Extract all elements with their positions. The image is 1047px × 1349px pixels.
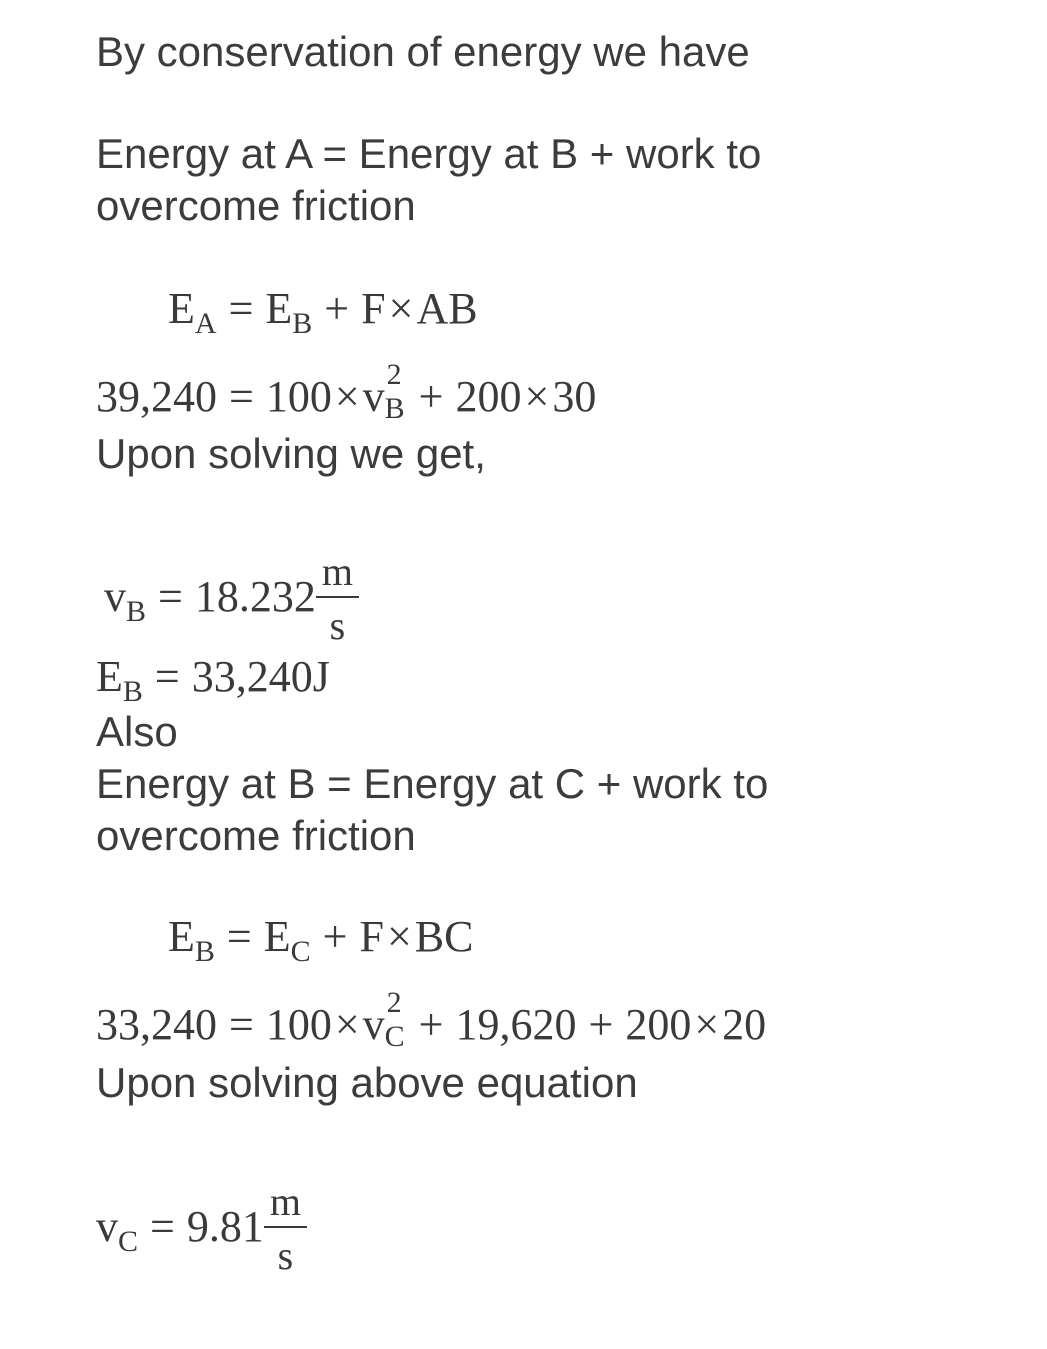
eq6-equals: = [229,1000,254,1049]
eq6-plus: + [418,1000,444,1049]
eq1-times: × [388,284,414,333]
eq6-coefficient: 100 [265,1000,332,1049]
eq7-lhs-group [96,1202,264,1259]
eq5-plus: + [322,912,348,961]
eq5-term1: E [263,912,291,961]
also-text: Also [96,708,178,755]
energy-ab-line-2: overcome friction [96,182,416,229]
eq2-times: × [334,372,360,421]
equation-eb [96,652,330,707]
eq6-velocity: v [362,1000,385,1049]
eq2-plus: + [418,372,444,421]
eq7-lhs: v [96,1202,118,1252]
eq5-force: F [359,912,384,961]
eq6-plus-2: + [588,1000,614,1049]
eq2-distance: 30 [552,372,597,421]
solving-text-1: Upon solving we get, [96,430,486,477]
eq3-fraction-bar [316,596,359,598]
equation-numeric-ab [96,358,597,425]
eq2-lhs: 39,240 [96,372,217,421]
eq1-equals: = [228,284,254,333]
equation-vb [104,522,359,648]
eq2-times-2: × [524,372,550,421]
energy-bc-line-2: overcome friction [96,812,416,859]
eq2-force: 200 [455,372,522,421]
eq3-lhs: v [104,572,126,622]
eq6-superscript: 2 [386,986,402,1019]
eq2-supsub [384,358,407,425]
eq6-potential-energy: 19,620 [455,1000,577,1049]
eq6-force: 200 [625,1000,692,1049]
intro-text: By conservation of energy we have [96,28,750,75]
eq4-lhs: E [96,652,123,701]
eq2-coefficient: 100 [265,372,332,421]
eq4-value: 33,240J [191,652,330,701]
eq6-distance: 20 [722,1000,767,1049]
eq3-denominator: s [329,603,346,648]
eq7-fraction-bar [264,1226,307,1228]
eq6-lhs: 33,240 [96,1000,217,1049]
equation-energy-ab [168,284,478,339]
eq1-term1-sub: B [292,307,313,340]
eq3-equals: = [158,572,183,622]
eq5-lhs-sub: B [194,935,215,968]
eq7-numerator: m [269,1179,301,1224]
eq3-lhs-sub: B [126,595,147,629]
equation-numeric-bc [96,986,767,1053]
eq2-equals: = [229,372,254,421]
eq6-supsub [384,986,407,1053]
eq2-subscript: B [384,392,405,425]
eq3-numerator: m [321,549,353,594]
eq7-fraction [264,1180,307,1278]
eq7-denominator: s [277,1233,294,1278]
eq1-lhs: E [168,284,195,333]
eq7-equals: = [150,1202,175,1252]
eq4-lhs-sub: B [122,675,143,708]
eq6-times-2: × [694,1000,720,1049]
eq5-times: × [386,912,412,961]
eq5-equals: = [226,912,252,961]
energy-bc-line-1: Energy at B = Energy at C + work to [96,760,769,807]
eq3-value: 18.232 [194,572,316,622]
solving-text-2: Upon solving above equation [96,1059,638,1106]
energy-ab-line-1: Energy at A = Energy at B + work to [96,130,762,177]
eq3-lhs-group [104,572,316,629]
equation-energy-bc [168,912,473,967]
eq1-term1: E [265,284,293,333]
eq1-force: F [361,284,386,333]
eq2-velocity: v [362,372,385,421]
eq5-distance: BC [414,912,474,961]
eq1-lhs-sub: A [194,307,217,340]
eq6-times: × [334,1000,360,1049]
eq7-value: 9.81 [186,1202,264,1252]
eq7-lhs-sub: C [118,1225,139,1259]
eq3-fraction [316,550,359,648]
eq4-equals: = [154,652,180,701]
eq1-distance: AB [416,284,478,333]
eq2-superscript: 2 [386,358,402,391]
eq6-subscript: C [384,1020,405,1053]
eq1-plus: + [324,284,350,333]
equation-vc [96,1152,307,1278]
eq5-lhs: E [168,912,195,961]
eq5-term1-sub: C [290,935,311,968]
